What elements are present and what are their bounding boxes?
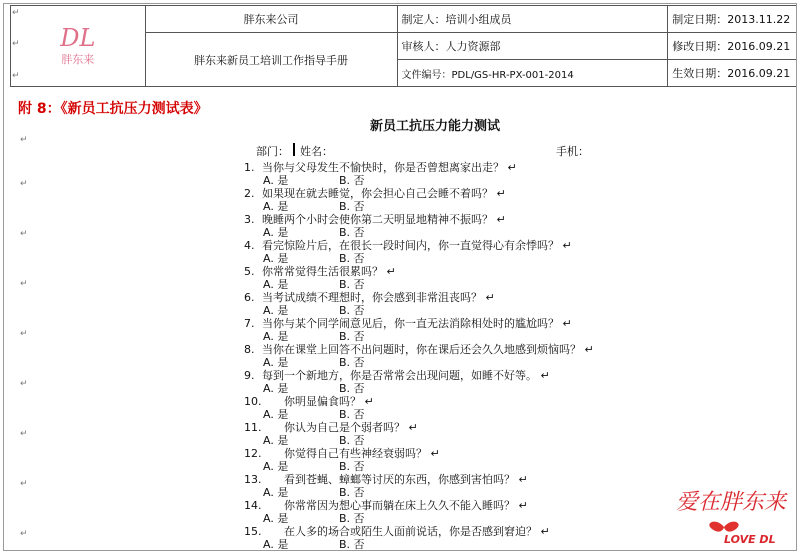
question-text: 每到一个新地方，你是否常常会出现问题，如睡不好等。 ↵ — [262, 369, 550, 382]
option-b[interactable]: B. 否 — [339, 226, 365, 239]
question-text: 你常常觉得生活很累吗？ ↵ — [262, 265, 396, 278]
option-b[interactable]: B. 否 — [339, 252, 365, 265]
question-number: 12. — [244, 447, 262, 460]
option-a[interactable]: A. 是 — [263, 278, 289, 291]
question-number: 4. — [244, 239, 255, 252]
question-text: 晚睡两个小时会使你第二天明显地精神不振吗？ ↵ — [262, 213, 506, 226]
document-page — [3, 3, 797, 551]
question-text: 如果现在就去睡觉，你会担心自己会睡不着吗？ ↵ — [262, 187, 506, 200]
question-number: 6. — [244, 291, 255, 304]
question-text: 你明显偏食吗？ ↵ — [284, 395, 374, 408]
dept-label: 部门： — [256, 145, 289, 158]
option-a[interactable]: A. 是 — [263, 486, 289, 499]
attachment-title: 附 8：《新员工抗压力测试表》 — [18, 101, 208, 117]
option-b[interactable]: B. 否 — [339, 512, 365, 525]
option-b[interactable]: B. 否 — [339, 486, 365, 499]
option-b[interactable]: B. 否 — [339, 460, 365, 473]
document-header-table — [10, 5, 797, 87]
option-a[interactable]: A. 是 — [263, 252, 289, 265]
doc-number-field: 文件编号：PDL/GS-HR-PX-001-2014 — [397, 60, 668, 87]
option-a[interactable]: A. 是 — [263, 330, 289, 343]
signature-tag: LOVE DL — [724, 533, 776, 546]
question-number: 7. — [244, 317, 255, 330]
love-dl-signature — [654, 483, 794, 547]
question-text: 当你与某个同学闹意见后，你一直无法消除相处时的尴尬吗？ ↵ — [262, 317, 572, 330]
question-number: 13. — [244, 473, 262, 486]
question-text: 在人多的场合或陌生人面前说话，你是否感到窘迫？ ↵ — [284, 525, 550, 538]
logo-cell — [11, 6, 146, 87]
company-name: 胖东来公司 — [145, 6, 397, 33]
revised-date-field: 修改日期：2016.09.21 — [668, 33, 797, 60]
question-item — [244, 341, 594, 357]
option-b[interactable]: B. 否 — [339, 200, 365, 213]
question-item — [244, 237, 572, 253]
manual-title: 胖东来新员工培训工作指导手册 — [145, 33, 397, 87]
option-a[interactable]: A. 是 — [263, 200, 289, 213]
question-text: 你常常因为想心事而躺在床上久久不能入睡吗？ ↵ — [284, 499, 528, 512]
option-a[interactable]: A. 是 — [263, 538, 289, 551]
option-a[interactable]: A. 是 — [263, 408, 289, 421]
form-title: 新员工抗压力能力测试 — [370, 119, 501, 134]
option-a[interactable]: A. 是 — [263, 434, 289, 447]
text-cursor — [293, 143, 295, 156]
question-number: 3. — [244, 213, 255, 226]
question-number: 5. — [244, 265, 255, 278]
drafter-field: 制定人：培训小组成员 — [397, 6, 668, 33]
question-text: 当考试成绩不理想时，你会感到非常沮丧吗？ ↵ — [262, 291, 495, 304]
signature-script: 爱在胖东来 — [676, 490, 787, 515]
question-item — [244, 315, 572, 331]
effective-date-field: 生效日期：2016.09.21 — [668, 60, 797, 87]
phone-label: 手机： — [556, 145, 589, 158]
option-b[interactable]: B. 否 — [339, 174, 365, 187]
question-text: 当你在课堂上回答不出问题时，你在课后还会久久地感到烦恼吗？ ↵ — [262, 343, 594, 356]
option-a[interactable]: A. 是 — [263, 356, 289, 369]
option-b[interactable]: B. 否 — [339, 434, 365, 447]
option-a[interactable]: A. 是 — [263, 174, 289, 187]
question-text: 看到苍蝇、蟑螂等讨厌的东西，你感到害怕吗？ ↵ — [284, 473, 528, 486]
question-number: 1. — [244, 161, 255, 174]
question-text: 你认为自己是个弱者吗？ ↵ — [284, 421, 418, 434]
question-number: 10. — [244, 395, 262, 408]
question-item — [244, 367, 550, 383]
option-a[interactable]: A. 是 — [263, 226, 289, 239]
option-b[interactable]: B. 否 — [339, 538, 365, 551]
brand-logo: DL — [60, 23, 96, 52]
question-text: 当你与父母发生不愉快时，你是否曾想离家出走？ ↵ — [262, 161, 517, 174]
option-b[interactable]: B. 否 — [339, 330, 365, 343]
reviewer-field: 审核人：人力资源部 — [397, 33, 668, 60]
name-label: 姓名： — [300, 145, 333, 158]
option-b[interactable]: B. 否 — [339, 356, 365, 369]
question-number: 11. — [244, 421, 262, 434]
option-b[interactable]: B. 否 — [339, 304, 365, 317]
brand-logo-text: 胖东来 — [61, 52, 95, 66]
option-b[interactable]: B. 否 — [339, 382, 365, 395]
option-b[interactable]: B. 否 — [339, 408, 365, 421]
question-text: 看完惊险片后，在很长一段时间内，你一直觉得心有余悸吗？ ↵ — [262, 239, 572, 252]
option-b[interactable]: B. 否 — [339, 278, 365, 291]
question-number: 14. — [244, 499, 262, 512]
question-number: 9. — [244, 369, 255, 382]
question-text: 你觉得自己有些神经衰弱吗？ ↵ — [284, 447, 440, 460]
option-a[interactable]: A. 是 — [263, 304, 289, 317]
made-date-field: 制定日期：2013.11.22 — [668, 6, 797, 33]
question-number: 15. — [244, 525, 262, 538]
option-a[interactable]: A. 是 — [263, 382, 289, 395]
question-number: 2. — [244, 187, 255, 200]
question-number: 8. — [244, 343, 255, 356]
option-a[interactable]: A. 是 — [263, 512, 289, 525]
question-item — [244, 523, 550, 539]
option-a[interactable]: A. 是 — [263, 460, 289, 473]
